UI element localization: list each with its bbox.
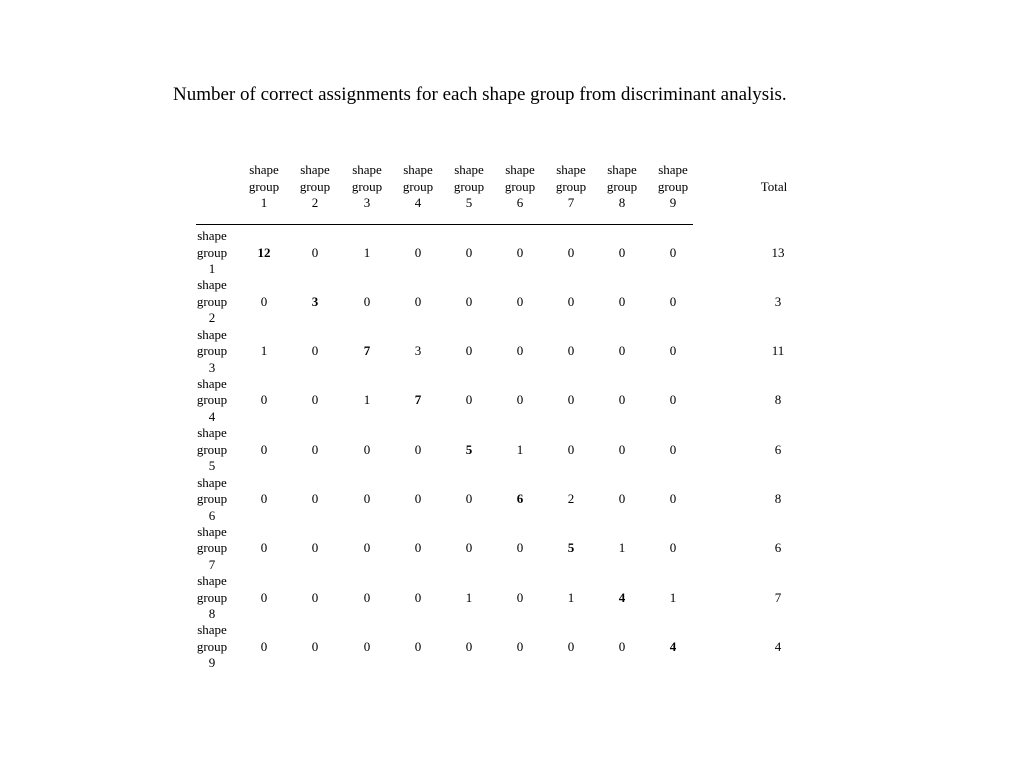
col-header-line: 4 bbox=[414, 195, 422, 210]
row-label-line: group bbox=[196, 343, 228, 359]
row-label-line: 9 bbox=[208, 655, 216, 671]
row-label-line: shape bbox=[197, 573, 227, 589]
table-cell: 0 bbox=[516, 638, 524, 654]
row-label-6 bbox=[187, 475, 237, 525]
table-cell: 0 bbox=[260, 589, 268, 605]
row-label-line: shape bbox=[197, 375, 227, 391]
table-cell: 0 bbox=[363, 540, 371, 556]
table-cell: 0 bbox=[260, 540, 268, 556]
col-header-line: shape bbox=[300, 162, 330, 177]
table-cell: 1 bbox=[363, 244, 371, 260]
table-cell: 0 bbox=[618, 293, 626, 309]
page-title: Number of correct assignments for each shape group from discriminant analysis. bbox=[173, 84, 787, 105]
table-cell: 0 bbox=[311, 638, 319, 654]
col-header-line: shape bbox=[658, 162, 688, 177]
table-cell: 0 bbox=[414, 293, 422, 309]
table-cell: 0 bbox=[669, 343, 677, 359]
table-cell: 0 bbox=[618, 491, 626, 506]
table-cell: 0 bbox=[516, 244, 524, 260]
row-label-line: 5 bbox=[208, 458, 216, 474]
col-header-line: 2 bbox=[311, 195, 319, 210]
table-cell: 5 bbox=[465, 441, 473, 457]
row-label-line: 1 bbox=[208, 261, 216, 276]
col-header-line: group bbox=[248, 178, 280, 194]
row-label-7 bbox=[187, 524, 237, 574]
row-label-line: group bbox=[196, 540, 228, 556]
table-cell: 0 bbox=[567, 343, 575, 359]
row-label-line: shape bbox=[197, 326, 227, 342]
table-cell: 0 bbox=[363, 589, 371, 605]
row-label-line: shape bbox=[197, 622, 227, 638]
col-header-line: shape bbox=[505, 162, 535, 177]
table-cell: 0 bbox=[465, 638, 473, 654]
col-header-line: group bbox=[402, 178, 434, 194]
col-header-9 bbox=[643, 162, 703, 212]
table-cell: 0 bbox=[414, 244, 422, 260]
table-cell: 0 bbox=[465, 392, 473, 408]
table-cell: 0 bbox=[465, 540, 473, 556]
table-cell: 1 bbox=[465, 589, 473, 605]
col-header-line: shape bbox=[403, 162, 433, 177]
table-cell: 0 bbox=[260, 441, 268, 457]
table-cell: 2 bbox=[567, 491, 575, 506]
table-cell: 0 bbox=[516, 343, 524, 359]
table-cell: 1 bbox=[567, 589, 575, 605]
table-cell: 0 bbox=[311, 441, 319, 457]
table-cell: 0 bbox=[567, 293, 575, 309]
table-cell: 0 bbox=[311, 491, 319, 506]
row-total: 3 bbox=[774, 293, 782, 309]
table-cell: 0 bbox=[618, 343, 626, 359]
table-cell: 1 bbox=[260, 343, 268, 359]
table-cell: 0 bbox=[311, 589, 319, 605]
table-cell: 0 bbox=[260, 392, 268, 408]
row-total: 6 bbox=[774, 441, 782, 457]
table-cell: 1 bbox=[618, 540, 626, 556]
row-label-line: shape bbox=[197, 425, 227, 441]
table-cell: 0 bbox=[669, 392, 677, 408]
table-cell: 1 bbox=[669, 589, 677, 605]
row-label-line: group bbox=[196, 293, 228, 309]
table-cell: 0 bbox=[516, 589, 524, 605]
col-header-line: group bbox=[504, 178, 536, 194]
row-total: 6 bbox=[774, 540, 782, 556]
table-cell: 6 bbox=[516, 491, 524, 506]
row-label-9 bbox=[187, 622, 237, 672]
table-cell: 0 bbox=[260, 491, 268, 506]
table-cell: 0 bbox=[311, 392, 319, 408]
row-label-line: shape bbox=[197, 277, 227, 293]
table-cell: 0 bbox=[363, 638, 371, 654]
table-cell: 0 bbox=[618, 638, 626, 654]
table-cell: 0 bbox=[516, 293, 524, 309]
row-label-8 bbox=[187, 573, 237, 623]
table-cell: 0 bbox=[363, 491, 371, 506]
row-label-3 bbox=[187, 327, 237, 377]
table-cell: 0 bbox=[669, 491, 677, 506]
table-cell: 0 bbox=[618, 244, 626, 260]
col-header-line: shape bbox=[454, 162, 484, 177]
row-label-line: shape bbox=[197, 228, 227, 243]
table-cell: 5 bbox=[567, 540, 575, 556]
total-header: Total bbox=[760, 179, 788, 194]
table-cell: 0 bbox=[414, 638, 422, 654]
row-label-line: 7 bbox=[208, 556, 216, 572]
row-total: 4 bbox=[774, 638, 782, 654]
table-cell: 0 bbox=[311, 244, 319, 260]
table-cell: 0 bbox=[567, 441, 575, 457]
table-cell: 0 bbox=[618, 392, 626, 408]
table-cell: 0 bbox=[414, 441, 422, 457]
table-cell: 0 bbox=[567, 392, 575, 408]
col-header-line: group bbox=[453, 178, 485, 194]
table-cell: 4 bbox=[669, 638, 677, 654]
col-header-line: shape bbox=[352, 162, 382, 177]
table-cell: 0 bbox=[567, 244, 575, 260]
table-cell: 0 bbox=[465, 343, 473, 359]
col-header-line: 7 bbox=[567, 195, 575, 210]
row-label-line: group bbox=[196, 589, 228, 605]
table-cell: 0 bbox=[567, 638, 575, 654]
col-header-line: group bbox=[299, 178, 331, 194]
row-label-line: 3 bbox=[208, 359, 216, 375]
col-header-line: 6 bbox=[516, 195, 524, 210]
table-cell: 0 bbox=[465, 491, 473, 506]
row-total: 8 bbox=[774, 392, 782, 408]
table-cell: 0 bbox=[618, 441, 626, 457]
table-cell: 0 bbox=[311, 343, 319, 359]
table-cell: 0 bbox=[465, 244, 473, 260]
col-header-line: 9 bbox=[669, 195, 677, 210]
table-cell: 0 bbox=[669, 244, 677, 260]
table-cell: 12 bbox=[257, 244, 271, 260]
row-label-5 bbox=[187, 425, 237, 475]
row-label-line: group bbox=[196, 441, 228, 457]
table-cell: 7 bbox=[363, 343, 371, 359]
table-cell: 0 bbox=[669, 441, 677, 457]
table-cell: 0 bbox=[260, 638, 268, 654]
row-label-line: 2 bbox=[208, 310, 216, 326]
col-header-line: 8 bbox=[618, 195, 626, 210]
table-cell: 3 bbox=[311, 293, 319, 309]
col-header-line: 5 bbox=[465, 195, 473, 210]
table-cell: 0 bbox=[516, 392, 524, 408]
table-cell: 0 bbox=[363, 441, 371, 457]
row-total: 8 bbox=[774, 491, 782, 506]
row-label-line: 6 bbox=[208, 507, 216, 523]
col-header-line: group bbox=[606, 178, 638, 194]
row-label-line: shape bbox=[197, 523, 227, 539]
row-label-line: group bbox=[196, 491, 228, 506]
row-label-line: group bbox=[196, 638, 228, 654]
row-label-2 bbox=[187, 277, 237, 327]
header-rule bbox=[196, 224, 693, 225]
col-header-line: shape bbox=[556, 162, 586, 177]
col-header-line: group bbox=[351, 178, 383, 194]
table-cell: 0 bbox=[516, 540, 524, 556]
row-label-line: group bbox=[196, 244, 228, 260]
col-header-line: shape bbox=[607, 162, 637, 177]
row-label-line: shape bbox=[197, 474, 227, 490]
table-cell: 0 bbox=[260, 293, 268, 309]
table-cell: 4 bbox=[618, 589, 626, 605]
table-cell: 0 bbox=[465, 293, 473, 309]
row-total: 13 bbox=[771, 244, 785, 260]
col-header-line: group bbox=[555, 178, 587, 194]
row-label-4 bbox=[187, 376, 237, 426]
row-label-line: group bbox=[196, 392, 228, 408]
col-header-line: 1 bbox=[260, 195, 268, 210]
table-cell: 3 bbox=[414, 343, 422, 359]
table-cell: 0 bbox=[311, 540, 319, 556]
table-cell: 1 bbox=[363, 392, 371, 408]
row-label-line: 8 bbox=[208, 606, 216, 622]
table-cell: 0 bbox=[363, 293, 371, 309]
row-label-1 bbox=[187, 228, 237, 278]
table-cell: 0 bbox=[669, 540, 677, 556]
row-label-line: 4 bbox=[208, 408, 216, 424]
table-cell: 0 bbox=[414, 540, 422, 556]
table-cell: 1 bbox=[516, 441, 524, 457]
row-total: 11 bbox=[771, 343, 785, 359]
row-total: 7 bbox=[774, 589, 782, 605]
col-header-line: group bbox=[657, 178, 689, 194]
table-cell: 0 bbox=[414, 491, 422, 506]
col-header-2 bbox=[285, 162, 345, 212]
table-cell: 7 bbox=[414, 392, 422, 408]
table-cell: 0 bbox=[669, 293, 677, 309]
col-header-line: 3 bbox=[363, 195, 371, 210]
table-cell: 0 bbox=[414, 589, 422, 605]
col-header-line: shape bbox=[249, 162, 279, 177]
